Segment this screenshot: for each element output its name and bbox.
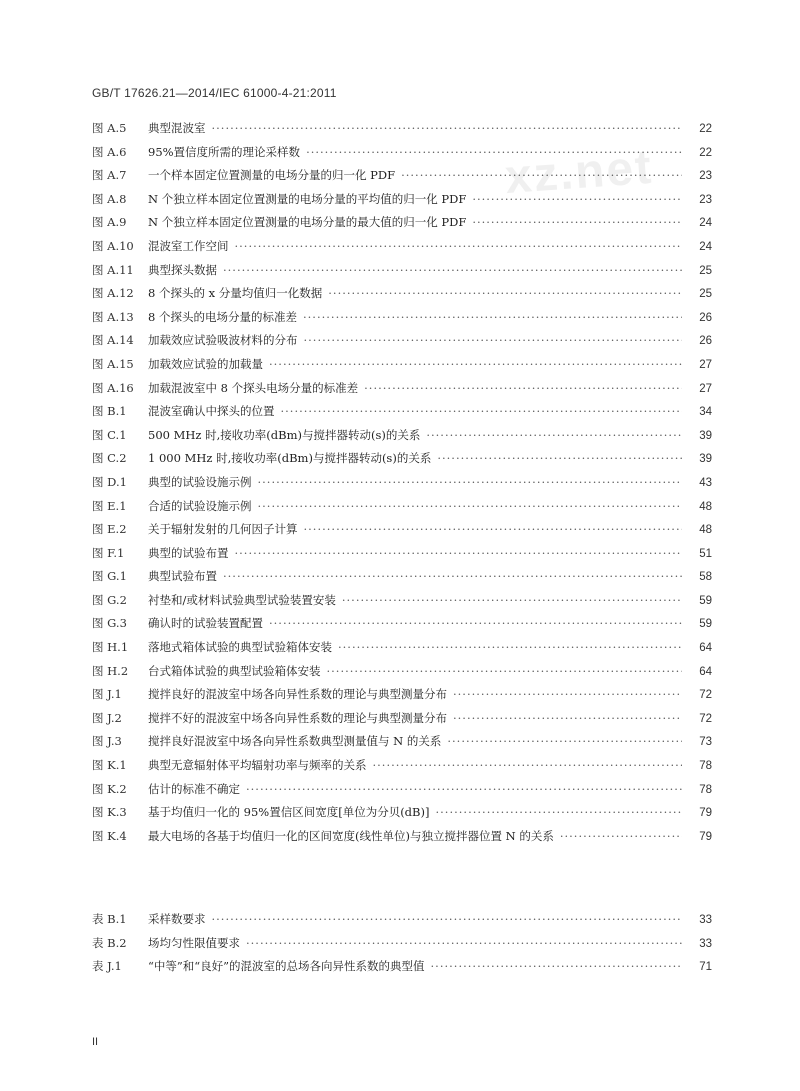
toc-entry[interactable] — [92, 911, 712, 935]
entry-page: 22 — [699, 146, 712, 159]
entry-page: 48 — [699, 500, 712, 513]
entry-title: 混波室确认中探头的位置 — [148, 404, 275, 419]
entry-page: 26 — [699, 311, 712, 324]
entry-label: 图 K.3 — [92, 805, 127, 820]
entry-title: N 个独立样本固定位置测量的电场分量的平均值的归一化 PDF — [148, 191, 467, 206]
entry-title: 估计的标准不确定 — [148, 781, 240, 796]
entry-title: 典型的试验布置 — [148, 545, 229, 560]
toc-entry[interactable] — [92, 757, 712, 781]
dot-leader — [364, 381, 682, 395]
entry-page: 25 — [699, 264, 712, 277]
toc-entry[interactable] — [92, 710, 712, 734]
dot-leader — [212, 121, 683, 135]
dot-leader — [453, 687, 682, 701]
entry-page: 73 — [699, 736, 712, 749]
toc-entry[interactable] — [92, 450, 712, 474]
entry-page: 24 — [699, 217, 712, 230]
entry-page: 25 — [699, 288, 712, 301]
toc-entry[interactable] — [92, 935, 712, 959]
entry-title: 500 MHz 时,接收功率(dBm)与搅拌器转动(s)的关系 — [148, 427, 421, 442]
toc-entry[interactable] — [92, 568, 712, 592]
entry-title: 加载效应试验的加载量 — [148, 356, 263, 371]
dot-leader — [328, 286, 682, 300]
dot-leader — [269, 357, 682, 371]
entry-label: 图 A.11 — [92, 262, 134, 277]
toc-entry[interactable] — [92, 958, 712, 982]
entry-page: 27 — [699, 358, 712, 371]
entry-title: 1 000 MHz 时,接收功率(dBm)与搅拌器转动(s)的关系 — [148, 451, 432, 466]
toc-entry[interactable] — [92, 427, 712, 451]
entry-title: “中等”和“良好”的混波室的总场各向异性系数的典型值 — [148, 959, 425, 973]
dot-leader — [373, 758, 683, 772]
entry-page: 39 — [699, 453, 712, 466]
entry-title: 场均匀性限值要求 — [148, 935, 240, 950]
dot-leader — [447, 734, 682, 748]
entry-page: 43 — [699, 476, 712, 489]
toc-entry[interactable] — [92, 120, 712, 144]
entry-label: 图 A.15 — [92, 356, 134, 371]
toc-entry[interactable] — [92, 332, 712, 356]
dot-leader — [303, 310, 682, 324]
dot-leader — [431, 959, 682, 973]
entry-title: 95%置信度所需的理论采样数 — [148, 144, 301, 159]
dot-leader — [304, 522, 683, 536]
entry-label: 图 A.12 — [92, 286, 134, 301]
standard-header: GB/T 17626.21—2014/IEC 61000-4-21:2011 — [92, 86, 337, 100]
entry-page: 34 — [699, 406, 712, 419]
entry-title: 合适的试验设施示例 — [148, 498, 252, 513]
dot-leader — [472, 215, 682, 229]
page-number: II — [92, 1036, 99, 1048]
toc-entry[interactable] — [92, 285, 712, 309]
entry-label: 图 D.1 — [92, 474, 127, 489]
toc-entry[interactable] — [92, 144, 712, 168]
dot-leader — [246, 936, 682, 950]
entry-label: 表 J.1 — [92, 959, 122, 973]
entry-page: 23 — [699, 170, 712, 183]
entry-label: 图 K.4 — [92, 828, 127, 843]
dot-leader — [223, 569, 682, 583]
toc-entry[interactable] — [92, 545, 712, 569]
entry-title: 加载混波室中 8 个探头电场分量的标准差 — [148, 380, 359, 395]
entry-label: 图 A.14 — [92, 333, 134, 348]
dot-leader — [306, 145, 682, 159]
toc-entry[interactable] — [92, 380, 712, 404]
entry-title: 搅拌良好的混波室中场各向异性系数的理论与典型测量分布 — [148, 687, 447, 702]
dot-leader — [327, 664, 683, 678]
entry-label: 图 G.2 — [92, 592, 127, 607]
entry-label: 图 K.1 — [92, 758, 127, 773]
watermark: xz.net — [503, 140, 655, 205]
entry-label: 图 G.1 — [92, 569, 127, 584]
entry-title: 台式箱体试验的典型试验箱体安装 — [148, 663, 321, 678]
dot-leader — [212, 912, 683, 926]
entry-page: 48 — [699, 524, 712, 537]
entry-title: 一个样本固定位置测量的电场分量的归一化 PDF — [148, 168, 396, 183]
entry-title: 基于均值归一化的 95%置信区间宽度[单位为分贝(dB)] — [148, 805, 430, 820]
entry-title: 搅拌不好的混波室中场各向异性系数的理论与典型测量分布 — [148, 710, 447, 725]
figure-list — [92, 120, 712, 851]
toc-entry[interactable] — [92, 828, 712, 852]
entry-title: 混波室工作空间 — [148, 238, 229, 253]
entry-page: 59 — [699, 594, 712, 607]
entry-label: 图 A.16 — [92, 380, 134, 395]
toc-entry[interactable] — [92, 262, 712, 286]
entry-title: N 个独立样本固定位置测量的电场分量的最大值的归一化 PDF — [148, 215, 467, 230]
entry-page: 59 — [699, 618, 712, 631]
dot-leader — [223, 263, 682, 277]
dot-leader — [258, 499, 683, 513]
entry-title: 典型无意辐射体平均辐射功率与频率的关系 — [148, 758, 367, 773]
entry-label: 图 A.10 — [92, 238, 134, 253]
entry-label: 图 C.1 — [92, 427, 127, 442]
entry-title: 采样数要求 — [148, 912, 206, 926]
entry-label: 图 A.5 — [92, 121, 127, 135]
entry-page: 72 — [699, 689, 712, 702]
entry-title: 典型混波室 — [148, 121, 206, 135]
entry-page: 27 — [699, 382, 712, 395]
entry-title: 衬垫和/或材料试验典型试验装置安装 — [148, 592, 336, 607]
entry-page: 79 — [699, 807, 712, 820]
dot-leader — [281, 404, 683, 418]
toc-entry[interactable] — [92, 191, 712, 215]
dot-leader — [435, 805, 682, 819]
dot-leader — [342, 593, 682, 607]
entry-title: 落地式箱体试验的典型试验箱体安装 — [148, 640, 332, 655]
toc-entry[interactable] — [92, 615, 712, 639]
entry-label: 图 B.1 — [92, 404, 127, 419]
entry-page: 64 — [699, 665, 712, 678]
toc-entry[interactable] — [92, 686, 712, 710]
entry-page: 72 — [699, 712, 712, 725]
entry-page: 22 — [699, 123, 712, 135]
entry-title: 8 个探头的电场分量的标准差 — [148, 309, 297, 324]
dot-leader — [258, 475, 683, 489]
entry-label: 图 A.7 — [92, 168, 127, 183]
entry-label: 图 E.1 — [92, 498, 127, 513]
toc-entry[interactable] — [92, 214, 712, 238]
toc-entry[interactable] — [92, 403, 712, 427]
entry-label: 图 A.8 — [92, 191, 127, 206]
entry-page: 79 — [699, 830, 712, 843]
entry-page: 39 — [699, 429, 712, 442]
toc-entry[interactable] — [92, 238, 712, 262]
dot-leader — [472, 192, 682, 206]
table-list — [92, 911, 712, 982]
entry-title: 8 个探头的 x 分量均值归一化数据 — [148, 286, 323, 301]
entry-label: 图 E.2 — [92, 522, 127, 537]
dot-leader — [269, 616, 682, 630]
entry-page: 33 — [699, 937, 712, 950]
toc-entry[interactable] — [92, 781, 712, 805]
entry-label: 图 F.1 — [92, 545, 125, 560]
entry-page: 78 — [699, 760, 712, 773]
dot-leader — [304, 333, 683, 347]
dot-leader — [235, 546, 683, 560]
entry-page: 26 — [699, 335, 712, 348]
entry-label: 表 B.1 — [92, 912, 127, 926]
entry-label: 图 K.2 — [92, 781, 127, 796]
toc-entry[interactable] — [92, 521, 712, 545]
entry-label: 图 A.6 — [92, 144, 127, 159]
dot-leader — [401, 168, 682, 182]
dot-leader — [560, 829, 682, 843]
entry-label: 图 J.3 — [92, 734, 122, 749]
toc-entry[interactable] — [92, 356, 712, 380]
toc-entry[interactable] — [92, 639, 712, 663]
dot-leader — [338, 640, 682, 654]
entry-label: 图 J.2 — [92, 710, 122, 725]
toc-entry[interactable] — [92, 167, 712, 191]
entry-title: 典型试验布置 — [148, 569, 217, 584]
entry-title: 加载效应试验吸波材料的分布 — [148, 333, 298, 348]
entry-label: 图 J.1 — [92, 687, 122, 702]
entry-title: 典型的试验设施示例 — [148, 474, 252, 489]
entry-label: 图 C.2 — [92, 451, 127, 466]
entry-page: 23 — [699, 193, 712, 206]
entry-title: 关于辐射发射的几何因子计算 — [148, 522, 298, 537]
toc-entry[interactable] — [92, 309, 712, 333]
entry-label: 图 G.3 — [92, 616, 127, 631]
toc-entry[interactable] — [92, 663, 712, 687]
toc-entry[interactable] — [92, 804, 712, 828]
entry-page: 33 — [699, 914, 712, 926]
entry-page: 78 — [699, 783, 712, 796]
entry-title: 最大电场的各基于均值归一化的区间宽度(线性单位)与独立搅拌器位置 N 的关系 — [148, 828, 554, 843]
dot-leader — [453, 711, 682, 725]
entry-title: 搅拌良好混波室中场各向异性系数典型测量值与 N 的关系 — [148, 734, 442, 749]
dot-leader — [426, 428, 682, 442]
entry-label: 表 B.2 — [92, 935, 127, 950]
entry-label: 图 A.13 — [92, 309, 134, 324]
toc-entry[interactable] — [92, 498, 712, 522]
toc-entry[interactable] — [92, 592, 712, 616]
toc-entry[interactable] — [92, 474, 712, 498]
entry-label: 图 A.9 — [92, 215, 127, 230]
entry-page: 51 — [699, 547, 712, 560]
entry-title: 确认时的试验装置配置 — [148, 616, 263, 631]
entry-page: 58 — [699, 571, 712, 584]
dot-leader — [235, 239, 683, 253]
entry-page: 71 — [699, 961, 712, 973]
entry-page: 64 — [699, 642, 712, 655]
entry-label: 图 H.2 — [92, 663, 129, 678]
entry-page: 24 — [699, 240, 712, 253]
dot-leader — [246, 782, 682, 796]
dot-leader — [437, 451, 682, 465]
entry-title: 典型探头数据 — [148, 262, 217, 277]
entry-label: 图 H.1 — [92, 640, 129, 655]
toc-entry[interactable] — [92, 733, 712, 757]
